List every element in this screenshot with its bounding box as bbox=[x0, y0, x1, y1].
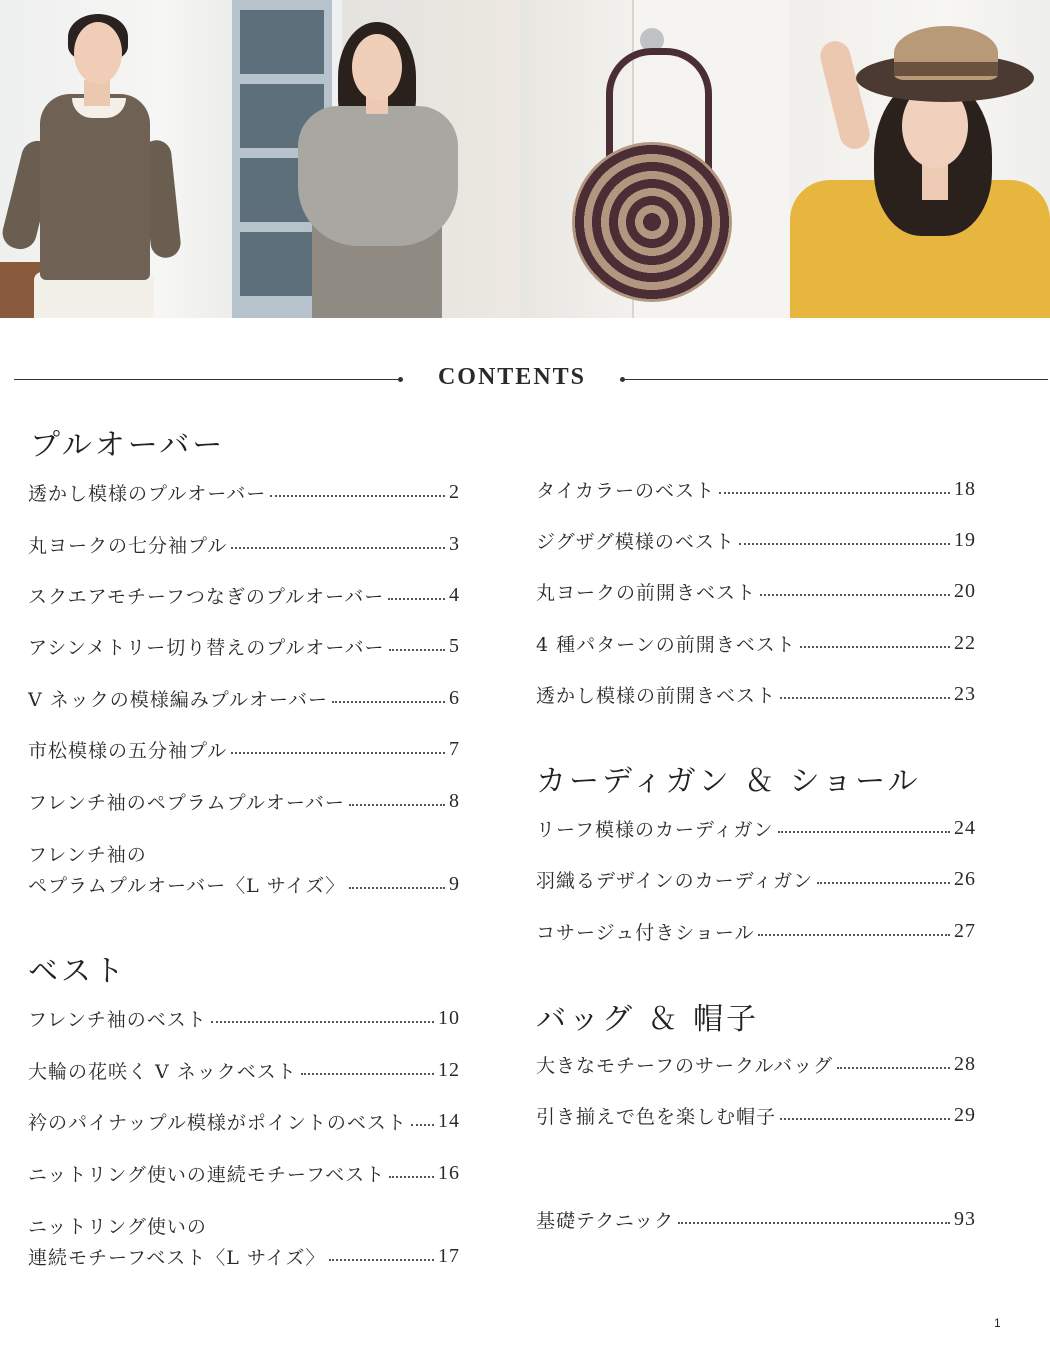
toc-entry-page: 17 bbox=[438, 1245, 460, 1267]
toc-entry-page: 93 bbox=[954, 1208, 976, 1230]
toc-entry-page: 16 bbox=[438, 1162, 460, 1184]
toc-entry-page: 27 bbox=[954, 920, 976, 942]
toc-entry-title: 大輪の花咲く V ネックベスト bbox=[28, 1061, 297, 1083]
toc-entry-title: スクエアモチーフつなぎのプルオーバー bbox=[28, 586, 385, 608]
toc-entry[interactable] bbox=[536, 578, 976, 605]
heading-rule-right bbox=[624, 379, 1048, 380]
toc-entry-title: タイカラーのベスト bbox=[536, 480, 716, 502]
toc-entry-title-line1: ニットリング使いの bbox=[28, 1216, 207, 1238]
toc-entry-title: アシンメトリー切り替えのプルオーバー bbox=[28, 637, 385, 659]
toc-entry-title: 基礎テクニック bbox=[536, 1210, 675, 1232]
toc-entry-page: 10 bbox=[438, 1007, 460, 1029]
toc-entry-title: 透かし模様のプルオーバー bbox=[28, 483, 267, 505]
toc-entry-title: コサージュ付きショール bbox=[536, 922, 755, 944]
toc-entry-title: 衿のパイナップル模様がポイントのベスト bbox=[28, 1112, 407, 1134]
section-title-pullover: プルオーバー bbox=[30, 428, 226, 463]
toc-entry[interactable] bbox=[28, 633, 460, 660]
photo-strip bbox=[0, 0, 1050, 318]
toc-entry-page: 18 bbox=[954, 478, 976, 500]
toc-entry[interactable] bbox=[536, 1051, 976, 1078]
section-title-vest: ベスト bbox=[28, 954, 127, 989]
toc-entry-title: ジグザグ模様のベスト bbox=[536, 531, 735, 553]
toc-entry-title: ペプラムプルオーバー〈L サイズ〉 bbox=[28, 875, 346, 897]
toc-entry-page: 6 bbox=[449, 687, 460, 709]
toc-entry[interactable] bbox=[28, 1160, 460, 1187]
toc-entry-page: 20 bbox=[954, 580, 976, 602]
toc-entry-page: 22 bbox=[954, 632, 976, 654]
toc-entry[interactable] bbox=[28, 1057, 460, 1084]
toc-entry-title: 引き揃えで色を楽しむ帽子 bbox=[536, 1106, 777, 1128]
heading-dot-left bbox=[398, 377, 403, 382]
section-title-bag: バッグ ＆ 帽子 bbox=[536, 1002, 760, 1037]
toc-entry-page: 7 bbox=[449, 738, 460, 760]
toc-entry-title: 丸ヨークの前開きベスト bbox=[536, 582, 757, 604]
toc-entry-title: 丸ヨークの七分袖プル bbox=[28, 535, 228, 557]
toc-entry[interactable] bbox=[28, 736, 460, 763]
toc-entry[interactable] bbox=[536, 815, 976, 842]
toc-entry-title: ニットリング使いの連続モチーフベスト bbox=[28, 1164, 386, 1186]
toc-entry[interactable] bbox=[28, 685, 460, 712]
toc-entry[interactable] bbox=[28, 1108, 460, 1135]
toc-entry-title: 羽織るデザインのカーディガン bbox=[536, 870, 814, 892]
toc-entry[interactable] bbox=[536, 527, 976, 554]
toc-entry-title: 市松模様の五分袖プル bbox=[28, 740, 228, 762]
toc-entry-page: 3 bbox=[449, 533, 460, 555]
photo-circle-bag bbox=[520, 0, 790, 318]
toc-entry-page: 26 bbox=[954, 868, 976, 890]
toc-entry-title: 4 種パターンの前開きベスト bbox=[536, 634, 796, 656]
toc-entry-title: フレンチ袖のペプラムプルオーバー bbox=[28, 792, 345, 814]
toc-entry-page: 23 bbox=[954, 683, 976, 705]
toc-entry-page: 14 bbox=[438, 1110, 460, 1132]
photo-straw-hat bbox=[790, 0, 1050, 318]
toc-entry-title-line1: フレンチ袖の bbox=[28, 844, 147, 866]
toc-entry-page: 4 bbox=[449, 584, 460, 606]
photo-brown-cardigan bbox=[0, 0, 232, 318]
toc-entry-title: フレンチ袖のベスト bbox=[28, 1009, 207, 1031]
toc-entry-title: V ネックの模様編みプルオーバー bbox=[28, 689, 329, 711]
toc-entry-title: リーフ模様のカーディガン bbox=[536, 819, 774, 841]
toc-entry[interactable] bbox=[28, 531, 460, 558]
toc-entry-page: 9 bbox=[449, 873, 460, 895]
toc-entry-title: 大きなモチーフのサークルバッグ bbox=[536, 1055, 834, 1077]
heading-rule-left bbox=[14, 379, 400, 380]
toc-entry[interactable] bbox=[28, 871, 460, 898]
toc-entry[interactable] bbox=[536, 1102, 976, 1129]
page-number: 1 bbox=[994, 1316, 1001, 1330]
toc-entry[interactable] bbox=[536, 1206, 976, 1233]
toc-entry-page: 28 bbox=[954, 1053, 976, 1075]
toc-entry-page: 29 bbox=[954, 1104, 976, 1126]
toc-entry[interactable] bbox=[28, 479, 460, 506]
toc-entry-page: 12 bbox=[438, 1059, 460, 1081]
toc-entry-page: 2 bbox=[449, 481, 460, 503]
toc-entry[interactable] bbox=[536, 918, 976, 945]
toc-entry[interactable] bbox=[28, 1005, 460, 1032]
toc-entry[interactable] bbox=[536, 630, 976, 657]
toc-entry-page: 24 bbox=[954, 817, 976, 839]
toc-entry-title: 連続モチーフベスト〈L サイズ〉 bbox=[28, 1247, 326, 1269]
toc-entry-title: 透かし模様の前開きベスト bbox=[536, 685, 777, 707]
section-title-cardigan: カーディガン ＆ ショール bbox=[536, 764, 921, 799]
toc-entry-page: 8 bbox=[449, 790, 460, 812]
toc-entry-page: 19 bbox=[954, 529, 976, 551]
toc-entry[interactable] bbox=[536, 681, 976, 708]
toc-entry[interactable] bbox=[536, 866, 976, 893]
toc-entry[interactable] bbox=[28, 1243, 460, 1270]
toc-entry-page: 5 bbox=[449, 635, 460, 657]
toc-entry[interactable] bbox=[536, 476, 976, 503]
toc-entry[interactable] bbox=[28, 788, 460, 815]
photo-grey-capelet bbox=[232, 0, 520, 318]
contents-title: CONTENTS bbox=[437, 364, 587, 390]
toc-entry[interactable] bbox=[28, 582, 460, 609]
